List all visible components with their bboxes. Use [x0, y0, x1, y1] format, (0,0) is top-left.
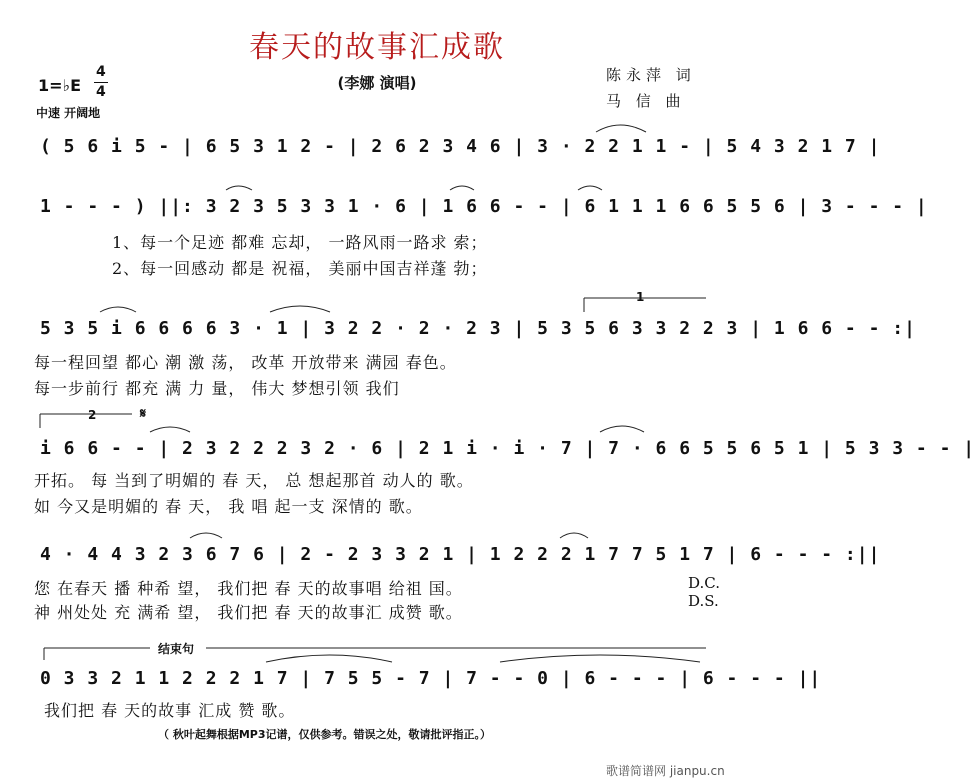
slur-mark	[226, 186, 252, 190]
slur-mark	[190, 533, 222, 538]
segno-sign: 𝄋	[140, 406, 147, 422]
lyric-line-4-verse-1: 开拓。 每 当到了明媚的 春 天， 总 想起那首 动人的 歌。	[34, 471, 474, 490]
time-signature-top: 4	[96, 64, 106, 80]
slur-mark	[500, 655, 700, 662]
lyric-line-6: 我们把 春 天的故事 汇成 赞 歌。	[44, 701, 296, 720]
slur-mark	[600, 426, 644, 432]
notation-line-5: 4 · 4 4 3 2 3 6 7 6 | 2 - 2 3 3 2 1 | 1 2 2 2 1 7 7 5 1 7 | 6 - - - :||	[40, 544, 881, 565]
slur-mark	[578, 186, 602, 190]
composer-credit: 马 信 曲	[606, 92, 686, 110]
lyric-line-5-verse-2: 神 州处处 充 满希 望， 我们把 春 天的故事汇 成赞 歌。	[34, 603, 463, 622]
notation-line-6: 0 3 3 2 1 1 2 2 2 1 7 | 7 5 5 - 7 | 7 - - 0 | 6 - - - | 6 - - - ||	[40, 668, 822, 689]
notation-line-1: ( 5 6 i 5 - | 6 5 3 1 2 - | 2 6 2 3 4 6 | 3 · 2 2 1 1 - | 5 4 3 2 1 7 |	[40, 136, 881, 157]
slur-mark	[150, 427, 190, 432]
lyric-line-2-verse-1: 1、每一个足迹 都难 忘却， 一路风雨一路求 索；	[112, 233, 488, 252]
slur-mark	[100, 307, 136, 312]
slur-mark	[560, 533, 588, 538]
time-signature-bottom: 4	[96, 84, 106, 100]
triplet-slur	[596, 125, 646, 132]
notation-line-4: i 6 6 - - | 2 3 2 2 2 3 2 · 6 | 2 1 i · i · 7 | 7 · 6 6 5 5 6 5 1 | 5 3 3 - - |	[40, 438, 975, 459]
tempo-marking: 中速 开阔地	[36, 106, 101, 120]
lyric-line-5-verse-1: 您 在春天 播 种希 望， 我们把 春 天的故事唱 给祖 国。	[34, 579, 463, 598]
notation-line-3: 5 3 5 i 6 6 6 6 3 · 1 | 3 2 2 · 2 · 2 3 | 5 3 5 6 3 3 2 2 3 | 1 6 6 - - :|	[40, 318, 916, 339]
volta-1-number: 1	[636, 290, 645, 304]
song-subtitle: (李娜 演唱)	[337, 74, 417, 92]
slur-mark	[266, 655, 392, 662]
da-capo-marking: D.C.	[688, 574, 720, 592]
lyric-line-3-verse-2: 每一步前行 都充 满 力 量， 伟大 梦想引领 我们	[34, 379, 400, 398]
dal-segno-marking: D.S.	[688, 592, 719, 610]
lyric-line-3-verse-1: 每一程回望 都心 潮 激 荡， 改革 开放带来 满园 春色。	[34, 353, 457, 372]
slur-mark	[450, 186, 474, 190]
lyric-line-4-verse-2: 如 今又是明媚的 春 天， 我 唱 起一支 深情的 歌。	[34, 497, 423, 516]
notation-line-2: 1 - - - ) ||: 3 2 3 5 3 3 1 · 6 | 1 6 6 - - | 6 1 1 1 6 6 5 5 6 | 3 - - - |	[40, 196, 928, 217]
ending-label: 结束句	[158, 642, 195, 656]
watermark: 歌谱简谱网 jianpu.cn	[606, 764, 725, 778]
lyric-line-2-verse-2: 2、每一回感动 都是 祝福， 美丽中国吉祥蓬 勃；	[112, 259, 488, 278]
song-title: 春天的故事汇成歌	[249, 30, 505, 65]
key-signature: 1=♭E	[38, 76, 82, 95]
footnote: （ 秋叶起舞根据MP3记谱，仅供参考。错误之处，敬请批评指正。）	[158, 728, 491, 741]
slur-mark	[270, 306, 330, 312]
lyricist-credit: 陈永萍 词	[606, 66, 696, 84]
volta-2-number: 2	[88, 408, 97, 422]
